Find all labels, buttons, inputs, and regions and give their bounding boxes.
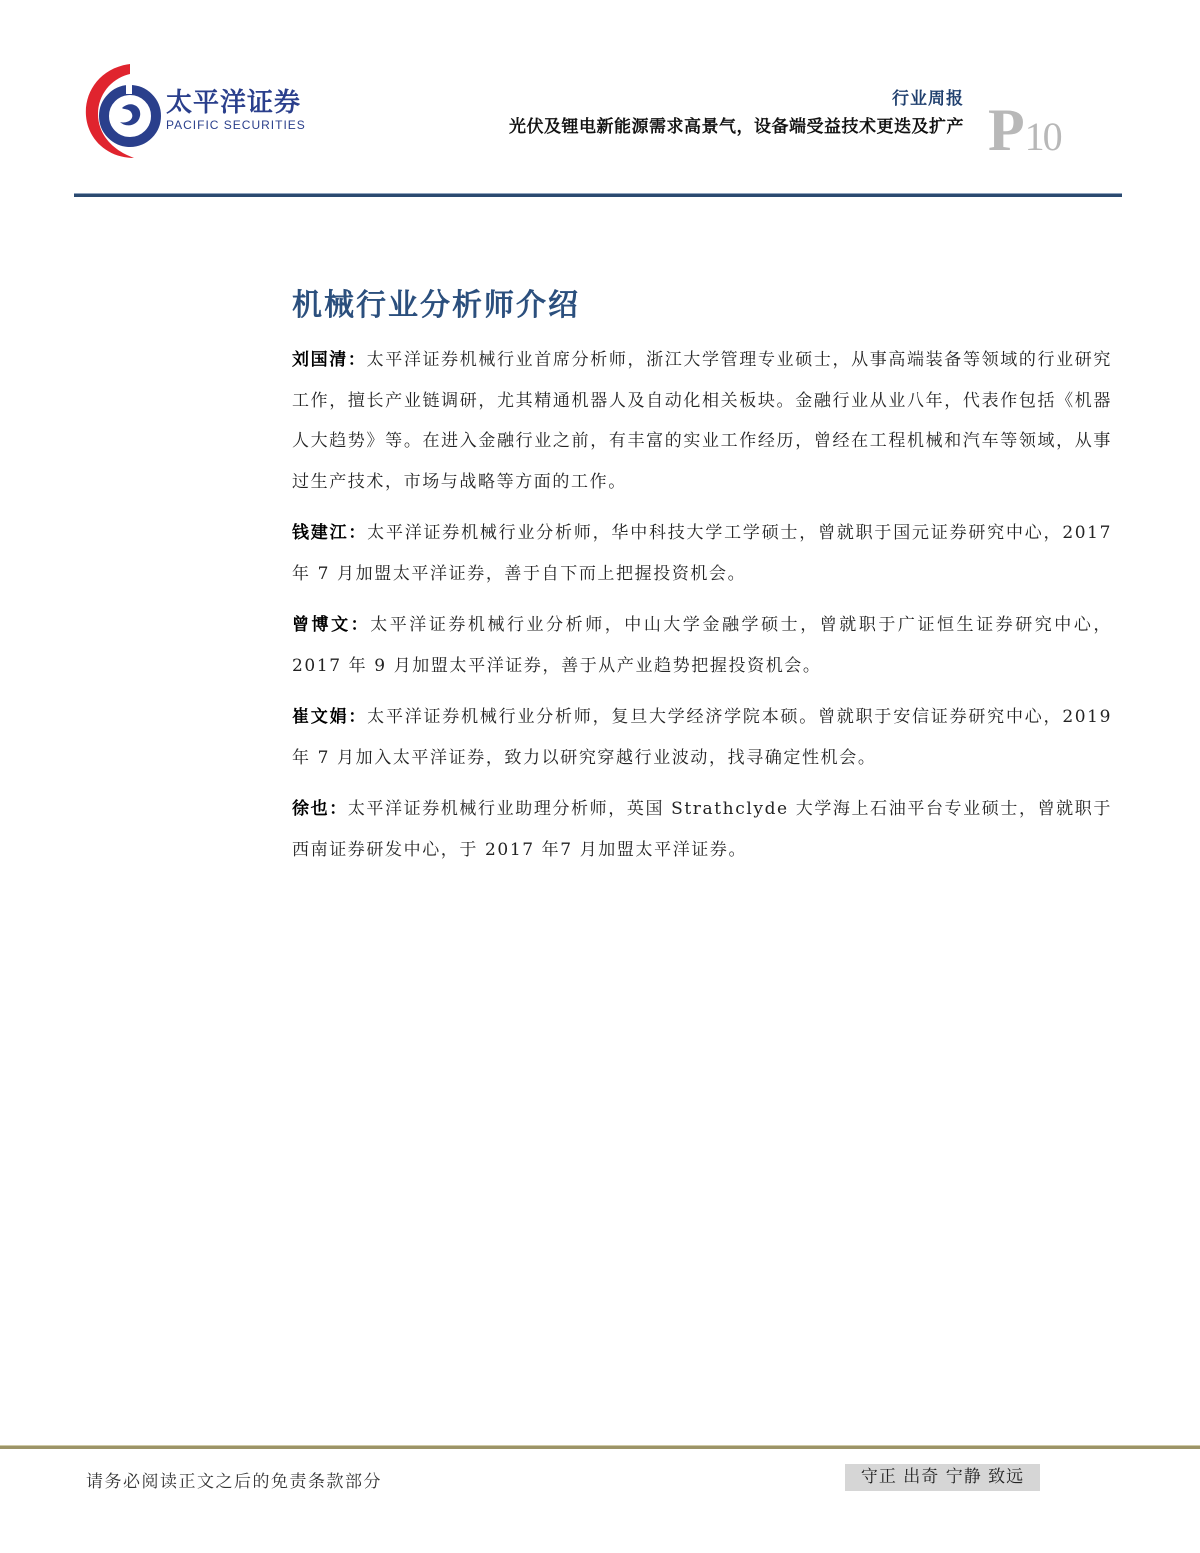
analyst-description: 太平洋证券机械行业分析师，复旦大学经济学院本硕。曾就职于安信证券研究中心，2019 年 7 月加入太平洋证券，致力以研究穿越行业波动，找寻确定性机会。 [292,707,1112,768]
analyst-name: 钱建江： [292,523,368,543]
analyst-name: 徐也： [292,799,348,819]
analyst-description: 太平洋证券机械行业分析师，中山大学金融学硕士，曾就职于广证恒生证券研究中心，2017 年 9 月加盟太平洋证券，善于从产业趋势把握投资机会。 [292,615,1112,676]
analyst-description: 太平洋证券机械行业助理分析师，英国 Strathclyde 大学海上石油平台专业硕士，曾就职于西南证券研发中心，于 2017 年7 月加盟太平洋证券。 [292,799,1112,860]
analyst-description: 太平洋证券机械行业首席分析师，浙江大学管理专业硕士，从事高端装备等领域的行业研究工作，擅长产业链调研，尤其精通机器人及自动化相关板块。金融行业从业八年，代表作包括《机器人大趋势》等。在进入金融行业之前，有丰富的实业工作经历，曾经在工程机械和汽车等领域，从事过生产技术，市场与战略等方面的工作。 [292,350,1113,492]
analyst-bio [292,789,1112,870]
analyst-name: 刘国清： [292,350,367,370]
report-type-label: 行业周报 [892,89,964,109]
analyst-description: 太平洋证券机械行业分析师，华中科技大学工学硕士，曾就职于国元证券研究中心，2017 年 7 月加盟太平洋证券，善于自下而上把握投资机会。 [292,523,1112,584]
header-divider [74,193,1122,197]
analyst-bio [292,340,1112,502]
analyst-bio-list [292,340,1112,881]
analyst-bio [292,605,1112,686]
analyst-name: 曾博文： [292,615,371,635]
report-title: 光伏及锂电新能源需求高景气，设备端受益技术更迭及扩产 [509,117,964,137]
analyst-bio [292,513,1112,594]
disclaimer-note: 请务必阅读正文之后的免责条款部分 [86,1472,382,1492]
page-number-value: 10 [1024,114,1061,159]
company-motto: 守正 出奇 宁静 致远 [845,1464,1040,1491]
footer-divider [0,1445,1200,1449]
analyst-name: 崔文娟： [292,707,368,727]
section-title: 机械行业分析师介绍 [292,288,580,323]
page-prefix: P [988,97,1025,163]
logo-name-en: PACIFIC SECURITIES [166,118,306,132]
logo-emblem-icon [82,60,162,160]
analyst-bio [292,697,1112,778]
logo-name-cn: 太平洋证券 [166,88,302,118]
company-logo [82,60,312,160]
page-number [988,97,1061,163]
